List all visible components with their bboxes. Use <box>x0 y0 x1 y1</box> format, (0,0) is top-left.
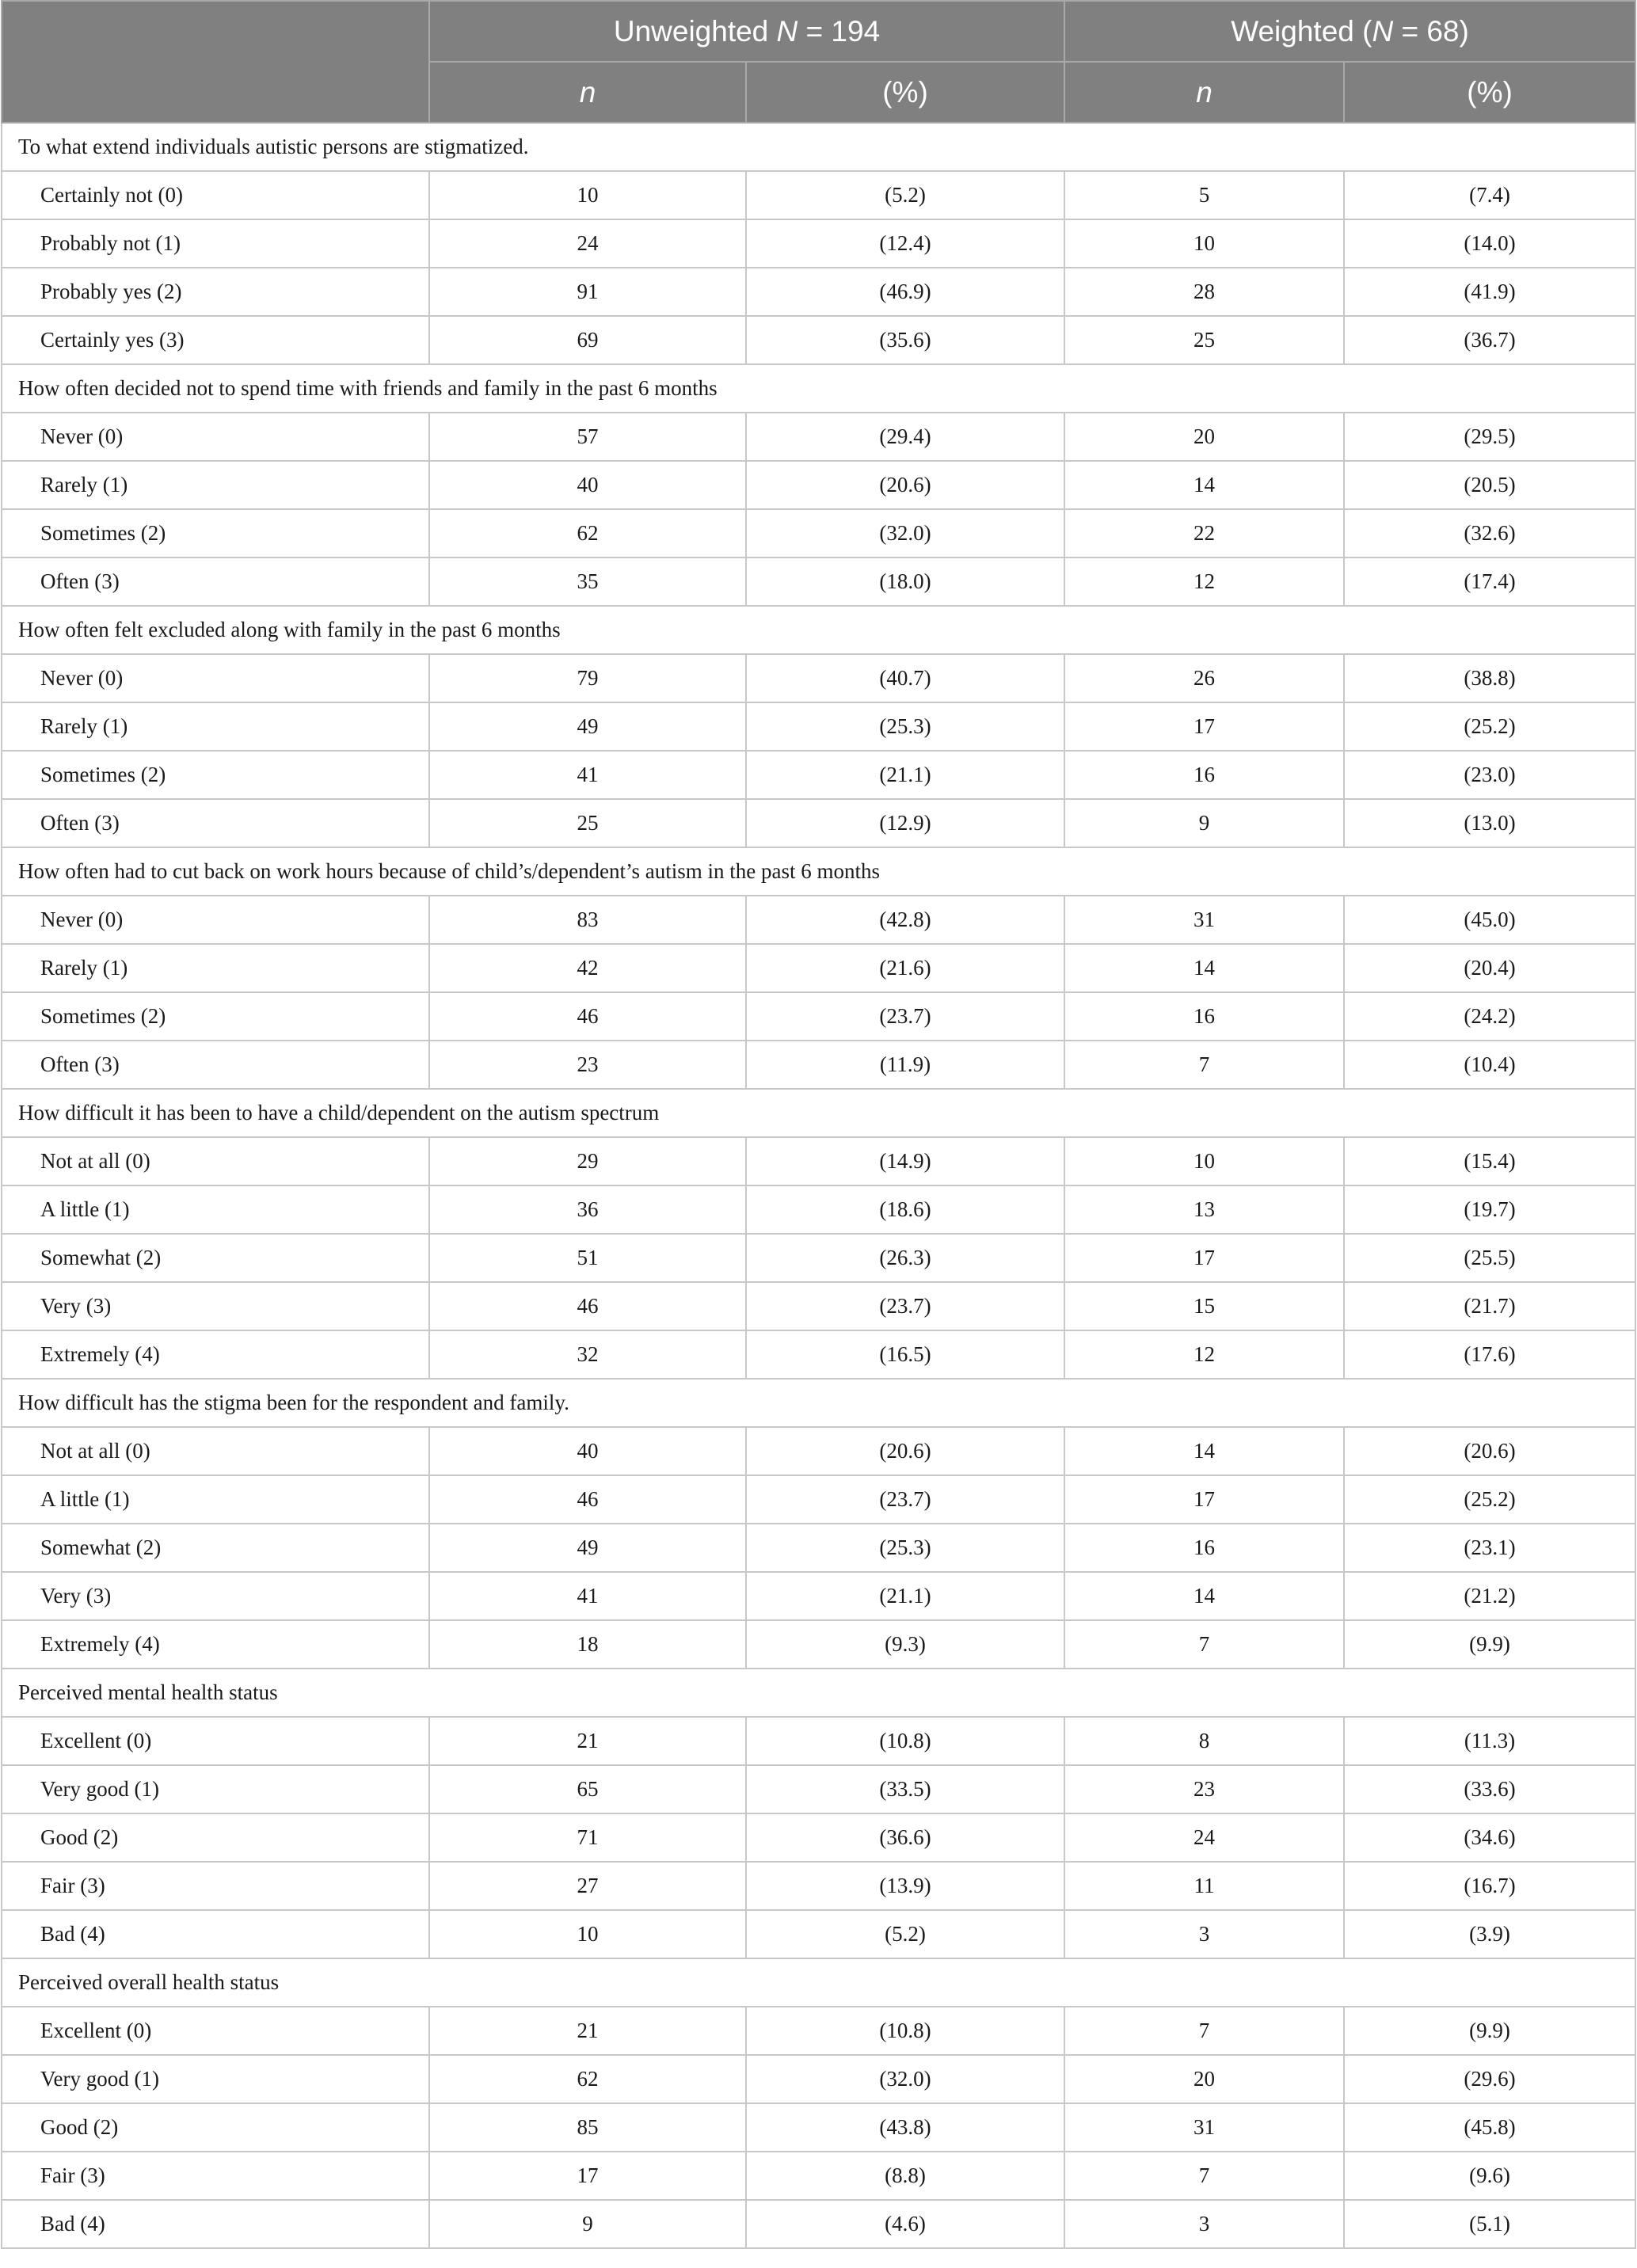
row-label: Never (0) <box>2 413 429 461</box>
unweighted-pct-cell: (26.3) <box>746 1234 1064 1282</box>
row-label: Very (3) <box>2 1282 429 1330</box>
weighted-pct-cell: (17.4) <box>1344 557 1635 606</box>
unweighted-n-cell: 24 <box>429 219 746 268</box>
weighted-n-cell: 20 <box>1064 413 1344 461</box>
row-label: Sometimes (2) <box>2 992 429 1041</box>
unweighted-n-cell: 21 <box>429 1717 746 1765</box>
weighted-n-cell: 25 <box>1064 316 1344 364</box>
table-row <box>2 944 1635 992</box>
weighted-pct-cell: (5.1) <box>1344 2200 1635 2248</box>
unweighted-n-cell: 21 <box>429 2007 746 2055</box>
row-label: Extremely (4) <box>2 1330 429 1379</box>
unweighted-pct-cell: (13.9) <box>746 1862 1064 1910</box>
weighted-n-cell: 11 <box>1064 1862 1344 1910</box>
weighted-n-cell: 14 <box>1064 944 1344 992</box>
unweighted-pct-cell: (42.8) <box>746 896 1064 944</box>
row-label: Good (2) <box>2 2103 429 2152</box>
weighted-pct-cell: (9.9) <box>1344 1620 1635 1669</box>
weighted-pct-cell: (3.9) <box>1344 1910 1635 1958</box>
weighted-n-cell: 16 <box>1064 751 1344 799</box>
table-row <box>2 1524 1635 1572</box>
row-label: Bad (4) <box>2 1910 429 1958</box>
weighted-n-cell: 22 <box>1064 509 1344 557</box>
unweighted-n-cell: 62 <box>429 2055 746 2103</box>
header-unweighted-n <box>429 62 746 123</box>
unweighted-n-cell: 32 <box>429 1330 746 1379</box>
unweighted-pct-cell: (23.7) <box>746 1475 1064 1524</box>
weighted-pct-cell: (45.8) <box>1344 2103 1635 2152</box>
row-label: Excellent (0) <box>2 2007 429 2055</box>
weighted-n-cell: 20 <box>1064 2055 1344 2103</box>
weighted-pct-cell: (25.5) <box>1344 1234 1635 1282</box>
weighted-pct-cell: (20.4) <box>1344 944 1635 992</box>
section-title: How often decided not to spend time with friends and family in the past 6 months <box>2 364 1635 413</box>
table-row <box>2 1572 1635 1620</box>
unweighted-pct-cell: (14.9) <box>746 1137 1064 1185</box>
unweighted-pct-cell: (40.7) <box>746 654 1064 702</box>
row-label: Often (3) <box>2 557 429 606</box>
weighted-n-cell: 7 <box>1064 1041 1344 1089</box>
weighted-n-cell: 26 <box>1064 654 1344 702</box>
header-weighted-prefix: Weighted ( <box>1231 14 1372 48</box>
row-label: A little (1) <box>2 1185 429 1234</box>
unweighted-pct-cell: (9.3) <box>746 1620 1064 1669</box>
unweighted-pct-cell: (16.5) <box>746 1330 1064 1379</box>
table-row <box>2 1717 1635 1765</box>
header-unweighted <box>429 1 1064 62</box>
table-body <box>2 123 1635 2248</box>
unweighted-pct-cell: (5.2) <box>746 1910 1064 1958</box>
unweighted-n-cell: 36 <box>429 1185 746 1234</box>
row-label: Certainly yes (3) <box>2 316 429 364</box>
unweighted-pct-cell: (36.6) <box>746 1813 1064 1862</box>
header-weighted-suffix: = 68) <box>1393 14 1469 48</box>
unweighted-n-cell: 40 <box>429 461 746 509</box>
unweighted-pct-cell: (12.9) <box>746 799 1064 847</box>
section-row <box>2 123 1635 171</box>
table-row <box>2 1475 1635 1524</box>
unweighted-pct-cell: (23.7) <box>746 992 1064 1041</box>
row-label: Never (0) <box>2 654 429 702</box>
row-label: Probably yes (2) <box>2 268 429 316</box>
row-label: Often (3) <box>2 1041 429 1089</box>
weighted-pct-cell: (9.9) <box>1344 2007 1635 2055</box>
table-row <box>2 557 1635 606</box>
unweighted-pct-cell: (32.0) <box>746 2055 1064 2103</box>
unweighted-pct-cell: (4.6) <box>746 2200 1064 2248</box>
unweighted-n-cell: 69 <box>429 316 746 364</box>
row-label: Somewhat (2) <box>2 1234 429 1282</box>
unweighted-n-cell: 46 <box>429 992 746 1041</box>
weighted-n-cell: 7 <box>1064 2152 1344 2200</box>
header-weighted-pct: (%) <box>1344 62 1635 123</box>
row-label: Excellent (0) <box>2 1717 429 1765</box>
weighted-n-cell: 16 <box>1064 992 1344 1041</box>
table-row <box>2 1330 1635 1379</box>
section-row <box>2 1089 1635 1137</box>
weighted-n-cell: 31 <box>1064 2103 1344 2152</box>
table-row <box>2 751 1635 799</box>
unweighted-n-cell: 29 <box>429 1137 746 1185</box>
row-label: Very (3) <box>2 1572 429 1620</box>
unweighted-pct-cell: (10.8) <box>746 1717 1064 1765</box>
table-row <box>2 1427 1635 1475</box>
row-label: Very good (1) <box>2 2055 429 2103</box>
unweighted-pct-cell: (18.0) <box>746 557 1064 606</box>
weighted-n-cell: 14 <box>1064 1572 1344 1620</box>
weighted-n-cell: 12 <box>1064 557 1344 606</box>
weighted-pct-cell: (36.7) <box>1344 316 1635 364</box>
weighted-pct-cell: (20.6) <box>1344 1427 1635 1475</box>
section-row <box>2 1669 1635 1717</box>
unweighted-n-cell: 25 <box>429 799 746 847</box>
unweighted-n-cell: 40 <box>429 1427 746 1475</box>
unweighted-n-cell: 62 <box>429 509 746 557</box>
unweighted-n-cell: 51 <box>429 1234 746 1282</box>
weighted-n-cell: 15 <box>1064 1282 1344 1330</box>
header-blank-cell <box>2 1 429 123</box>
unweighted-n-cell: 18 <box>429 1620 746 1669</box>
table-row <box>2 461 1635 509</box>
table-row <box>2 219 1635 268</box>
row-label: Not at all (0) <box>2 1137 429 1185</box>
row-label: Often (3) <box>2 799 429 847</box>
unweighted-n-cell: 46 <box>429 1282 746 1330</box>
unweighted-n-cell: 91 <box>429 268 746 316</box>
table-row <box>2 1041 1635 1089</box>
table-row <box>2 171 1635 219</box>
weighted-pct-cell: (25.2) <box>1344 702 1635 751</box>
results-table <box>1 0 1636 2249</box>
weighted-pct-cell: (7.4) <box>1344 171 1635 219</box>
row-label: Never (0) <box>2 896 429 944</box>
row-label: Very good (1) <box>2 1765 429 1813</box>
row-label: Rarely (1) <box>2 702 429 751</box>
table-row <box>2 1282 1635 1330</box>
weighted-pct-cell: (15.4) <box>1344 1137 1635 1185</box>
row-label: Bad (4) <box>2 2200 429 2248</box>
table-row <box>2 896 1635 944</box>
weighted-n-cell: 10 <box>1064 1137 1344 1185</box>
table-row <box>2 2055 1635 2103</box>
weighted-n-cell: 16 <box>1064 1524 1344 1572</box>
table-row <box>2 799 1635 847</box>
section-title: To what extend individuals autistic persons are stigmatized. <box>2 123 1635 171</box>
unweighted-pct-cell: (12.4) <box>746 219 1064 268</box>
header-weighted-n <box>1064 62 1344 123</box>
unweighted-pct-cell: (35.6) <box>746 316 1064 364</box>
header-unweighted-suffix: = 194 <box>798 14 881 48</box>
weighted-pct-cell: (19.7) <box>1344 1185 1635 1234</box>
unweighted-pct-cell: (43.8) <box>746 2103 1064 2152</box>
table-row <box>2 2007 1635 2055</box>
section-row <box>2 606 1635 654</box>
table-row <box>2 268 1635 316</box>
unweighted-pct-cell: (21.1) <box>746 751 1064 799</box>
weighted-pct-cell: (14.0) <box>1344 219 1635 268</box>
unweighted-n-cell: 49 <box>429 1524 746 1572</box>
row-label: Certainly not (0) <box>2 171 429 219</box>
weighted-n-cell: 3 <box>1064 1910 1344 1958</box>
unweighted-n-cell: 83 <box>429 896 746 944</box>
table-row <box>2 2103 1635 2152</box>
weighted-n-cell: 9 <box>1064 799 1344 847</box>
weighted-n-cell: 17 <box>1064 1475 1344 1524</box>
weighted-pct-cell: (21.2) <box>1344 1572 1635 1620</box>
unweighted-n-cell: 27 <box>429 1862 746 1910</box>
unweighted-pct-cell: (18.6) <box>746 1185 1064 1234</box>
unweighted-pct-cell: (10.8) <box>746 2007 1064 2055</box>
row-label: Fair (3) <box>2 1862 429 1910</box>
unweighted-n-cell: 65 <box>429 1765 746 1813</box>
weighted-pct-cell: (17.6) <box>1344 1330 1635 1379</box>
table-row <box>2 2152 1635 2200</box>
row-label: A little (1) <box>2 1475 429 1524</box>
weighted-pct-cell: (33.6) <box>1344 1765 1635 1813</box>
header-unweighted-prefix: Unweighted <box>613 14 777 48</box>
table-row <box>2 1910 1635 1958</box>
unweighted-n-cell: 10 <box>429 171 746 219</box>
weighted-pct-cell: (25.2) <box>1344 1475 1635 1524</box>
table-row <box>2 1813 1635 1862</box>
row-label: Fair (3) <box>2 2152 429 2200</box>
weighted-pct-cell: (32.6) <box>1344 509 1635 557</box>
weighted-n-cell: 13 <box>1064 1185 1344 1234</box>
weighted-pct-cell: (20.5) <box>1344 461 1635 509</box>
table-row <box>2 2200 1635 2248</box>
table-row <box>2 702 1635 751</box>
weighted-n-cell: 28 <box>1064 268 1344 316</box>
weighted-n-cell: 17 <box>1064 702 1344 751</box>
weighted-n-cell: 14 <box>1064 461 1344 509</box>
row-label: Not at all (0) <box>2 1427 429 1475</box>
unweighted-pct-cell: (20.6) <box>746 461 1064 509</box>
header-unweighted-pct: (%) <box>746 62 1064 123</box>
section-title: Perceived mental health status <box>2 1669 1635 1717</box>
unweighted-n-cell: 49 <box>429 702 746 751</box>
table-row <box>2 316 1635 364</box>
weighted-n-cell: 23 <box>1064 1765 1344 1813</box>
section-title: How often felt excluded along with family in the past 6 months <box>2 606 1635 654</box>
unweighted-n-cell: 57 <box>429 413 746 461</box>
table-header <box>2 1 1635 123</box>
header-weighted <box>1064 1 1635 62</box>
row-label: Good (2) <box>2 1813 429 1862</box>
unweighted-n-cell: 23 <box>429 1041 746 1089</box>
table-row <box>2 509 1635 557</box>
section-row <box>2 364 1635 413</box>
unweighted-n-cell: 42 <box>429 944 746 992</box>
weighted-pct-cell: (45.0) <box>1344 896 1635 944</box>
weighted-pct-cell: (24.2) <box>1344 992 1635 1041</box>
unweighted-pct-cell: (21.6) <box>746 944 1064 992</box>
unweighted-n-cell: 46 <box>429 1475 746 1524</box>
weighted-pct-cell: (34.6) <box>1344 1813 1635 1862</box>
weighted-pct-cell: (11.3) <box>1344 1717 1635 1765</box>
weighted-pct-cell: (23.1) <box>1344 1524 1635 1572</box>
table-row <box>2 1234 1635 1282</box>
unweighted-pct-cell: (46.9) <box>746 268 1064 316</box>
section-title: How often had to cut back on work hours because of child’s/dependent’s autism in the past 6 months <box>2 847 1635 896</box>
table-row <box>2 1620 1635 1669</box>
row-label: Extremely (4) <box>2 1620 429 1669</box>
unweighted-pct-cell: (5.2) <box>746 171 1064 219</box>
unweighted-n-cell: 9 <box>429 2200 746 2248</box>
table-row <box>2 1185 1635 1234</box>
unweighted-n-cell: 41 <box>429 751 746 799</box>
unweighted-n-cell: 10 <box>429 1910 746 1958</box>
weighted-pct-cell: (41.9) <box>1344 268 1635 316</box>
weighted-pct-cell: (10.4) <box>1344 1041 1635 1089</box>
unweighted-pct-cell: (32.0) <box>746 509 1064 557</box>
table-row <box>2 1862 1635 1910</box>
unweighted-n-cell: 79 <box>429 654 746 702</box>
weighted-n-cell: 5 <box>1064 171 1344 219</box>
unweighted-pct-cell: (29.4) <box>746 413 1064 461</box>
weighted-n-cell: 8 <box>1064 1717 1344 1765</box>
unweighted-pct-cell: (11.9) <box>746 1041 1064 1089</box>
unweighted-pct-cell: (33.5) <box>746 1765 1064 1813</box>
unweighted-pct-cell: (25.3) <box>746 1524 1064 1572</box>
weighted-pct-cell: (29.6) <box>1344 2055 1635 2103</box>
table-row <box>2 1137 1635 1185</box>
unweighted-n-cell: 71 <box>429 1813 746 1862</box>
unweighted-n-cell: 41 <box>429 1572 746 1620</box>
unweighted-n-cell: 85 <box>429 2103 746 2152</box>
weighted-n-cell: 14 <box>1064 1427 1344 1475</box>
weighted-n-cell: 7 <box>1064 1620 1344 1669</box>
unweighted-pct-cell: (25.3) <box>746 702 1064 751</box>
row-label: Rarely (1) <box>2 944 429 992</box>
section-title: How difficult it has been to have a child/dependent on the autism spectrum <box>2 1089 1635 1137</box>
weighted-pct-cell: (29.5) <box>1344 413 1635 461</box>
row-label: Sometimes (2) <box>2 509 429 557</box>
row-label: Sometimes (2) <box>2 751 429 799</box>
unweighted-pct-cell: (8.8) <box>746 2152 1064 2200</box>
weighted-n-cell: 7 <box>1064 2007 1344 2055</box>
weighted-n-cell: 3 <box>1064 2200 1344 2248</box>
header-unweighted-n-label: n <box>579 75 596 108</box>
weighted-pct-cell: (13.0) <box>1344 799 1635 847</box>
header-row-groups <box>2 1 1635 62</box>
header-unweighted-n-symbol: N <box>776 14 798 48</box>
header-weighted-n-symbol: N <box>1372 14 1394 48</box>
weighted-n-cell: 17 <box>1064 1234 1344 1282</box>
unweighted-pct-cell: (23.7) <box>746 1282 1064 1330</box>
weighted-n-cell: 10 <box>1064 219 1344 268</box>
table-row <box>2 413 1635 461</box>
section-row <box>2 847 1635 896</box>
table-row <box>2 654 1635 702</box>
row-label: Probably not (1) <box>2 219 429 268</box>
unweighted-n-cell: 17 <box>429 2152 746 2200</box>
section-title: How difficult has the stigma been for the respondent and family. <box>2 1379 1635 1427</box>
unweighted-pct-cell: (20.6) <box>746 1427 1064 1475</box>
row-label: Somewhat (2) <box>2 1524 429 1572</box>
section-title: Perceived overall health status <box>2 1958 1635 2007</box>
weighted-pct-cell: (16.7) <box>1344 1862 1635 1910</box>
weighted-pct-cell: (23.0) <box>1344 751 1635 799</box>
section-row <box>2 1379 1635 1427</box>
section-row <box>2 1958 1635 2007</box>
row-label: Rarely (1) <box>2 461 429 509</box>
unweighted-n-cell: 35 <box>429 557 746 606</box>
weighted-pct-cell: (21.7) <box>1344 1282 1635 1330</box>
weighted-n-cell: 24 <box>1064 1813 1344 1862</box>
unweighted-pct-cell: (21.1) <box>746 1572 1064 1620</box>
weighted-n-cell: 12 <box>1064 1330 1344 1379</box>
weighted-pct-cell: (38.8) <box>1344 654 1635 702</box>
weighted-pct-cell: (9.6) <box>1344 2152 1635 2200</box>
header-weighted-n-label: n <box>1196 75 1213 108</box>
table-row <box>2 1765 1635 1813</box>
table-row <box>2 992 1635 1041</box>
weighted-n-cell: 31 <box>1064 896 1344 944</box>
